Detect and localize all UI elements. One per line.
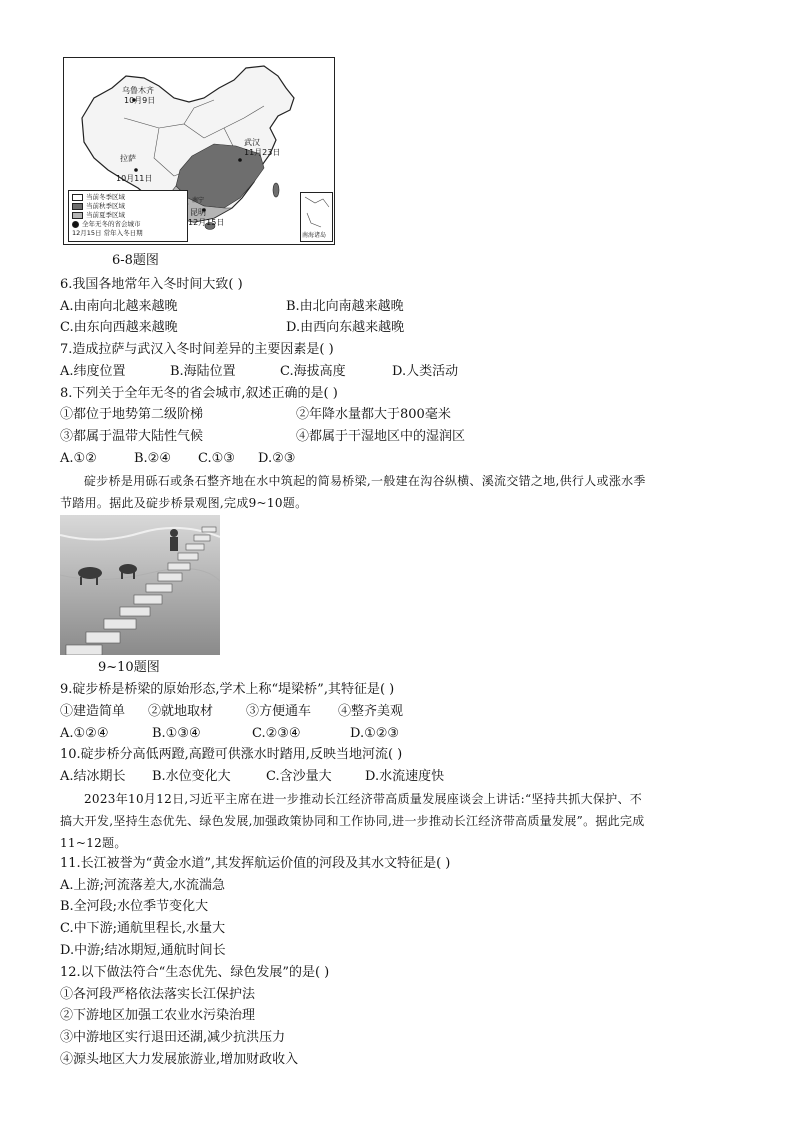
q7-option-c: C.海拔高度: [280, 364, 346, 379]
q8-option-b: B.②④: [134, 451, 171, 466]
q6-option-b: B.由北向南越来越晚: [286, 299, 404, 314]
q9-statement-3: ③方便通车: [246, 704, 312, 719]
q12-statement-4: ④源头地区大力发展旅游业,增加财政收入: [60, 1052, 299, 1067]
label-lasa: 拉萨: [120, 154, 136, 163]
q9-option-a: A.①②④: [60, 726, 109, 741]
label-wulumuqi: 乌鲁木齐: [122, 86, 154, 95]
q12-stem: 12.以下做法符合“生态优先、绿色发展”的是( ): [60, 965, 330, 980]
q7-stem: 7.造成拉萨与武汉入冬时间差异的主要因素是( ): [60, 342, 334, 357]
q11-option-a: A.上游;河流落差大,水流湍急: [60, 878, 226, 893]
q12-statement-1: ①各河段严格依法落实长江保护法: [60, 987, 256, 1002]
taiwan-island: [273, 183, 279, 197]
q11-option-c: C.中下游;通航里程长,水量大: [60, 921, 226, 936]
stepping-stone-bridge-photo: [60, 515, 220, 655]
legend-label-date: 12月15日 常年入冬日期: [72, 229, 143, 237]
legend-label-nowinter: 全年无冬的省会城市: [82, 220, 141, 228]
legend-label-autumn: 当前秋季区域: [86, 202, 125, 210]
q8-option-d: D.②③: [258, 451, 296, 466]
q9-option-d: D.①②③: [350, 726, 400, 741]
label-nanning: 南宁: [192, 197, 205, 204]
label-kunming-date: 12月15日: [188, 218, 225, 227]
q6-option-d: D.由西向东越来越晚: [286, 320, 405, 335]
inset-label: 南海诸岛: [302, 232, 327, 239]
q11-option-d: D.中游;结冰期短,通航时间长: [60, 943, 226, 958]
q10-stem: 10.碇步桥分高低两蹬,高蹬可供涨水时踏用,反映当地河流( ): [60, 747, 403, 762]
label-kunming: 昆明: [190, 208, 206, 217]
q10-option-b: B.水位变化大: [152, 769, 231, 784]
q8-statement-2: ②年降水量都大于800毫米: [296, 407, 451, 422]
city-dot-wuhan: [238, 158, 242, 162]
intro-11-12: [60, 788, 740, 854]
label-lasa-date: 10月11日: [116, 174, 153, 183]
label-wuhan-date: 11月23日: [244, 148, 281, 157]
q10-option-c: C.含沙量大: [266, 769, 332, 784]
q12-statement-3: ③中游地区实行退田还湖,减少抗洪压力: [60, 1030, 286, 1045]
legend-row-nowinter: [72, 220, 141, 228]
photo-graphic: [60, 515, 220, 655]
china-winter-map: [63, 57, 335, 245]
label-wulumuqi-date: 10月9日: [124, 96, 156, 105]
q7-option-b: B.海陆位置: [170, 364, 236, 379]
q9-statement-2: ②就地取材: [148, 704, 214, 719]
intro-9-10-line2: 节踏用。据此及碇步桥景观图,完成9~10题。: [60, 496, 308, 510]
south-sea-inset: [300, 192, 333, 242]
legend-row-autumn: [72, 202, 125, 210]
intro-11-12-line1: 2023年10月12日,习近平主席在进一步推动长江经济带高质量发展座谈会上讲话:“坚持共抓大保护、不: [84, 792, 643, 806]
q8-statement-1: ①都位于地势第二级阶梯: [60, 407, 204, 422]
legend-label-summer: 当前夏季区域: [86, 211, 125, 219]
q10-option-a: A.结冰期长: [60, 769, 126, 784]
intro-11-12-line3: 11~12题。: [60, 836, 127, 850]
q8-statement-3: ③都属于温带大陆性气候: [60, 429, 204, 444]
legend-row-date: [72, 229, 143, 237]
intro-11-12-line2: 搞大开发,坚持生态优先、绿色发展,加强政策协同和工作协同,进一步推动长江经济带高质量发展”。据此完成: [60, 814, 645, 828]
q9-option-b: B.①③④: [152, 726, 201, 741]
legend-swatch-winter: [72, 194, 83, 201]
q8-option-a: A.①②: [60, 451, 97, 466]
legend-row-summer: [72, 211, 125, 219]
map-legend: [68, 190, 188, 242]
figure2-caption: 9~10题图: [98, 660, 160, 675]
label-wuhan: 武汉: [244, 138, 260, 147]
intro-9-10: [60, 470, 740, 514]
q9-statement-4: ④整齐美观: [338, 704, 404, 719]
q6-option-a: A.由南向北越来越晚: [60, 299, 178, 314]
q9-stem: 9.碇步桥是桥梁的原始形态,学术上称“堤梁桥”,其特征是( ): [60, 682, 395, 697]
legend-swatch-nowinter: [72, 221, 79, 228]
figure1-caption: 6-8题图: [112, 253, 159, 268]
legend-label-winter: 当前冬季区域: [86, 193, 125, 201]
q8-statement-4: ④都属于干湿地区中的湿润区: [296, 429, 466, 444]
legend-swatch-summer: [72, 212, 83, 219]
q10-option-d: D.水流速度快: [365, 769, 445, 784]
intro-9-10-line1: 碇步桥是用砾石或条石整齐地在水中筑起的简易桥梁,一般建在沟谷纵横、溪流交错之地,供行人或涨水季: [84, 474, 646, 488]
q9-option-c: C.②③④: [252, 726, 301, 741]
legend-swatch-autumn: [72, 203, 83, 210]
q11-option-b: B.全河段;水位季节变化大: [60, 899, 209, 914]
legend-row-winter: [72, 193, 125, 201]
q11-stem: 11.长江被誉为“黄金水道”,其发挥航运价值的河段及其水文特征是( ): [60, 856, 451, 871]
q9-statement-1: ①建造简单: [60, 704, 126, 719]
q7-option-d: D.人类活动: [392, 364, 459, 379]
q8-stem: 8.下列关于全年无冬的省会城市,叙述正确的是( ): [60, 386, 338, 401]
q8-option-c: C.①③: [198, 451, 235, 466]
q7-option-a: A.纬度位置: [60, 364, 126, 379]
city-dot-lasa: [134, 168, 138, 172]
q6-option-c: C.由东向西越来越晚: [60, 320, 178, 335]
q12-statement-2: ②下游地区加强工农业水污染治理: [60, 1008, 256, 1023]
q6-stem: 6.我国各地常年入冬时间大致( ): [60, 277, 243, 292]
